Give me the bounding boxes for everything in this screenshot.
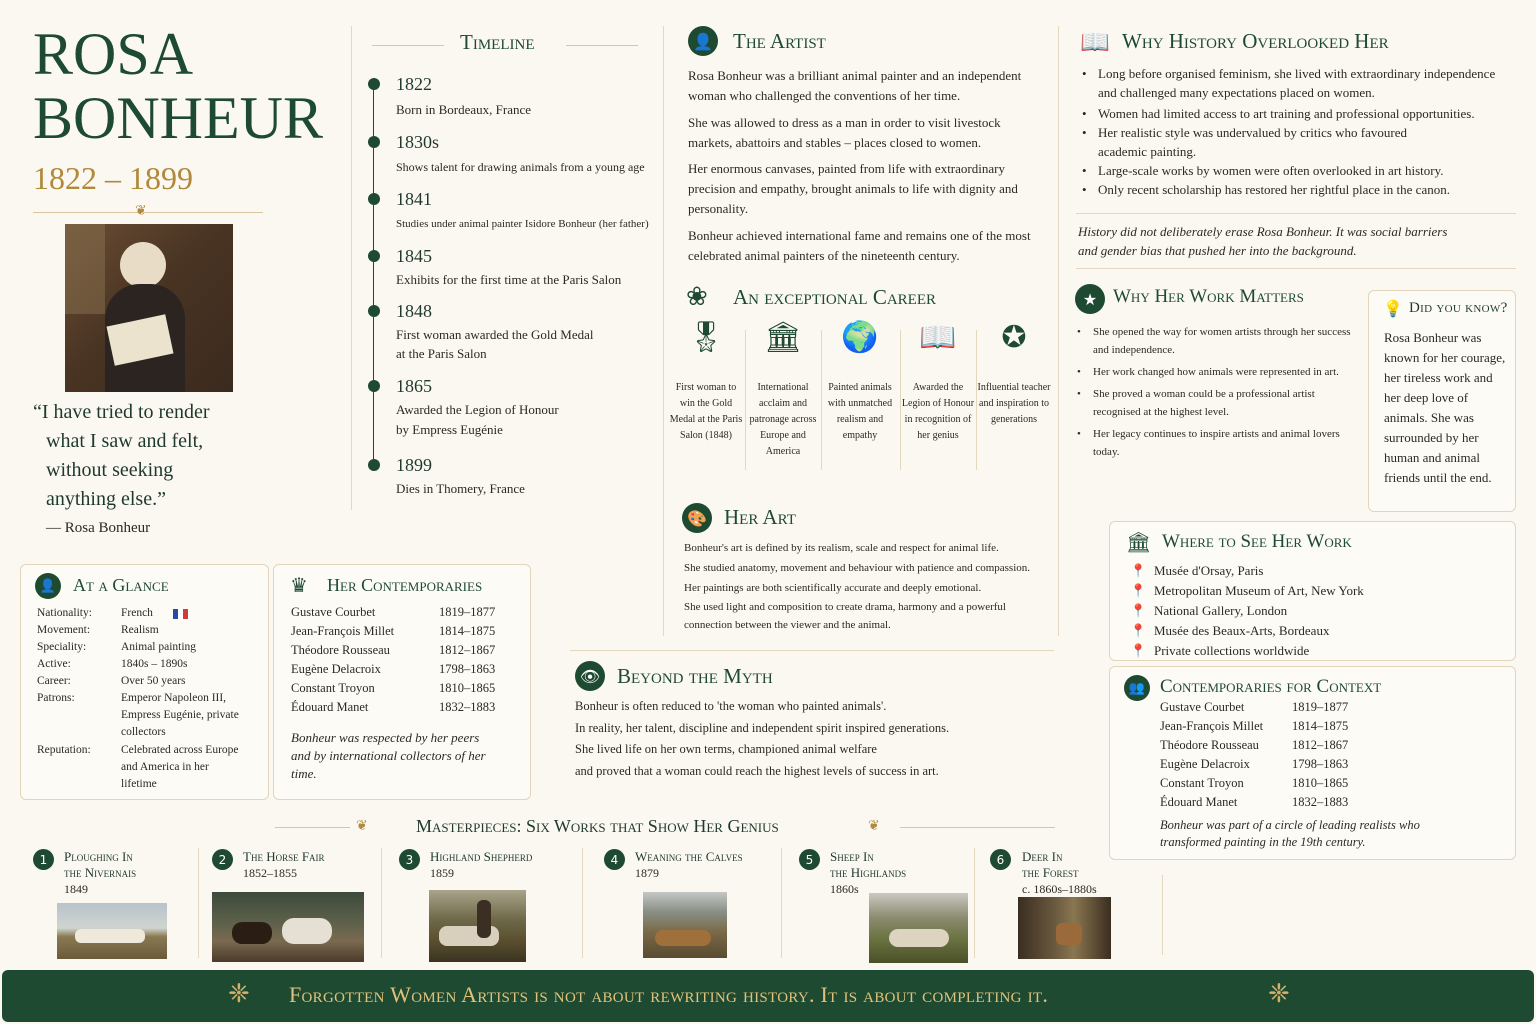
timeline-year: 1865 [396, 376, 432, 396]
timeline-desc: First woman awarded the Gold Medal [396, 327, 594, 342]
masterpiece-date: 1859 [430, 866, 454, 880]
contemporaries-box [273, 564, 531, 800]
portrait-painting [65, 224, 233, 392]
palette-icon: 🎨 [682, 503, 712, 533]
masterpiece-title: the Highlands [830, 865, 907, 880]
timeline-desc: Exhibits for the first time at the Paris Salon [396, 272, 622, 287]
table-row: Constant Troyon 1810–1865 [1160, 776, 1349, 790]
context-box [1109, 666, 1516, 860]
table-row: Édouard Manet 1832–1883 [1160, 795, 1349, 809]
contemporaries-title: Her Contemporaries [327, 575, 483, 595]
her-art-line: Bonheur's art is defined by its realism, scale and respect for animal life. [684, 542, 999, 554]
artist-name-line2: BONHEUR [33, 85, 324, 151]
star-icon: ✪ [1001, 320, 1027, 355]
timeline-dot [368, 193, 380, 205]
artist-para: Bonheur achieved international fame and remains one of the most celebrated animal painters of the nineteenth century. [688, 228, 1031, 263]
location-pin-icon: 📍 [1130, 584, 1147, 599]
masterpiece-number: 4 [604, 849, 625, 870]
where-title: Where to See Her Work [1162, 531, 1352, 552]
context-title: Contemporaries for Context [1160, 676, 1382, 697]
divider [372, 45, 444, 46]
timeline-desc: Shows talent for drawing animals from a young age [396, 160, 645, 174]
table-row: Eugène Delacroix 1798–1863 [1160, 757, 1349, 771]
table-row: Nationality: French [37, 605, 262, 622]
quote-author: — Rosa Bonheur [46, 520, 151, 536]
crown-icon: ♛ [290, 573, 308, 597]
ornament-icon: ❈ [228, 979, 250, 1009]
did-you-know-box [1368, 290, 1516, 512]
quote [33, 398, 210, 514]
timeline-dot [368, 136, 380, 148]
divider [33, 212, 263, 213]
timeline-desc: Dies in Thomery, France [396, 481, 525, 496]
table-row: Gustave Courbet 1819–1877 [291, 605, 496, 619]
list-item: • Long before organised feminism, she lived with extraordinary independence and challenged many expectations placed on women. [1076, 64, 1516, 102]
masterpiece-number: 2 [212, 849, 233, 870]
career-text: International acclaim and patronage across Europe and America [749, 382, 817, 457]
list-item: • She proved a woman could be a professional artist recognised at the highest level. [1073, 385, 1363, 421]
career-item [668, 320, 744, 444]
divider [1076, 213, 1516, 214]
artist-para: She was allowed to dress as a man in order to visit livestock markets, abattoirs and stables – places closed to women. [688, 115, 1001, 150]
context-note: Bonheur was part of a circle of leading realists who transformed painting in the 19th century. [1160, 818, 1420, 849]
list-item: • Her realistic style was undervalued by critics who favoured academic painting. [1076, 123, 1516, 161]
career-item [822, 320, 898, 444]
career-text: Influential teacher and inspiration to generations [977, 382, 1051, 425]
contemporaries-table [291, 603, 495, 717]
divider [974, 848, 975, 958]
myth-line: and proved that a woman could reach the highest levels of success in art. [575, 763, 939, 778]
timeline-desc: at the Paris Salon [396, 346, 487, 361]
divider [198, 848, 199, 958]
book-icon: 📖 [919, 320, 957, 355]
book-icon: 📖 [1080, 28, 1110, 56]
lightbulb-icon: 💡 [1383, 299, 1403, 318]
group-icon: 👥 [1124, 675, 1150, 701]
timeline-year: 1830s [396, 132, 440, 152]
person-icon: 👤 [688, 26, 718, 56]
career-item [900, 320, 976, 444]
divider [351, 26, 352, 510]
myth-line: She lived life on her own terms, championed animal welfare [575, 742, 877, 756]
her-art-text [684, 538, 1044, 634]
divider [570, 650, 1054, 651]
timeline-desc: Born in Bordeaux, France [396, 102, 532, 117]
timeline-desc: by Empress Eugénie [396, 422, 503, 437]
list-item: 📍 National Gallery, London [1130, 603, 1288, 619]
timeline-year: 1845 [396, 246, 432, 266]
masterpiece-date: 1849 [64, 882, 88, 896]
masterpiece-number: 6 [990, 849, 1011, 870]
timeline-year: 1822 [396, 74, 432, 94]
timeline-dot [368, 305, 380, 317]
quote-line: anything else.” [46, 488, 166, 510]
masterpiece-image [869, 893, 968, 963]
divider [381, 848, 382, 958]
artist-para: Her enormous canvases, painted from life with extraordinary precision and empathy, brought animals to life with dignity and personality. [688, 161, 1018, 216]
career-text: First woman to win the Gold Medal at the Paris Salon (1848) [669, 382, 743, 441]
her-art-line: Her paintings are both scientifically accurate and deeply emotional. [684, 582, 982, 594]
list-item: • She opened the way for women artists through her success and independence. [1073, 323, 1363, 359]
divider [582, 848, 583, 958]
list-item: 📍 Private collections worldwide [1130, 643, 1310, 659]
masterpiece-image [643, 892, 727, 958]
table-row: Jean-François Millet 1814–1875 [291, 624, 496, 638]
masterpiece-image [57, 903, 167, 959]
myth-line: In reality, her talent, discipline and independent spirit inspired generations. [575, 720, 950, 735]
timeline-title: Timeline [460, 30, 535, 54]
divider [275, 827, 350, 828]
her-art-line: She studied anatomy, movement and behaviour with patience and compassion. [684, 562, 1031, 574]
artist-name-line1: ROSA [33, 21, 194, 87]
overlooked-note: History did not deliberately erase Rosa Bonheur. It was social barriers and gender bias that pushed her into the background. [1078, 224, 1448, 258]
table-row: Reputation: Celebrated across Europe and America in her lifetime [37, 744, 239, 790]
masterpiece-title: The Horse Fair [243, 849, 325, 864]
ornament-icon: ❈ [1268, 979, 1290, 1009]
artist-para: Rosa Bonheur was a brilliant animal painter and an independent woman who challenged the conventions of her time. [688, 68, 1022, 103]
career-text: Awarded the Legion of Honour in recognition of her genius [901, 382, 975, 441]
person-icon: 👤 [35, 573, 61, 599]
table-row: Théodore Rousseau 1812–1867 [291, 643, 496, 657]
list-item: 📍 Musée des Beaux-Arts, Bordeaux [1130, 623, 1330, 639]
france-flag-icon [173, 609, 188, 619]
list-item: • Her work changed how animals were represented in art. [1073, 363, 1363, 381]
masterpiece-number: 5 [799, 849, 820, 870]
table-row: Patrons: Emperor Napoleon III, Empress Eugénie, private collectors [37, 692, 239, 738]
her-art-title: Her Art [724, 505, 796, 529]
masterpiece-title: the Forest [1022, 865, 1079, 880]
timeline-desc: Studies under animal painter Isidore Bonheur (her father) [396, 218, 649, 230]
divider [1058, 26, 1059, 636]
table-row: Career: Over 50 years [37, 675, 186, 687]
ornament-icon: ❦ [868, 818, 880, 834]
masterpieces-title: Masterpieces: Six Works that Show Her Genius [416, 816, 779, 836]
glance-title: At a Glance [73, 575, 169, 595]
star-icon: ★ [1075, 284, 1105, 314]
did-you-know-text: Rosa Bonheur was known for her courage, her tireless work and her deep love of animals. She was surrounded by her human and animal friends until the end. [1384, 330, 1506, 485]
list-item: • Only recent scholarship has restored her rightful place in the canon. [1076, 180, 1516, 199]
location-pin-icon: 📍 [1130, 564, 1147, 579]
quote-line: without seeking [46, 459, 174, 481]
did-you-know-title: Did you know? [1409, 300, 1508, 316]
timeline-desc: Awarded the Legion of Honour [396, 402, 559, 417]
masterpiece-image [1018, 897, 1111, 959]
list-item: 📍 Musée d'Orsay, Paris [1130, 563, 1264, 579]
divider [1162, 875, 1163, 955]
masterpiece-date: 1879 [635, 866, 659, 880]
overlooked-title: Why History Overlooked Her [1122, 29, 1389, 53]
timeline-dot [368, 459, 380, 471]
divider [900, 827, 1055, 828]
table-row: Constant Troyon 1810–1865 [291, 681, 496, 695]
masterpiece-date: 1852–1855 [243, 866, 297, 880]
glance-table [37, 605, 262, 793]
table-row: Théodore Rousseau 1812–1867 [1160, 738, 1349, 752]
masterpiece-date: c. 1860s–1880s [1022, 882, 1097, 896]
location-pin-icon: 📍 [1130, 624, 1147, 639]
masterpiece-title: Weaning the Calves [635, 849, 743, 864]
myth-line: Bonheur is often reduced to 'the woman who painted animals'. [575, 699, 887, 713]
where-list [1130, 561, 1364, 661]
masterpiece-image [212, 892, 364, 962]
where-box [1109, 521, 1516, 661]
divider [1076, 268, 1516, 269]
artist-dates: 1822 – 1899 [33, 160, 193, 196]
timeline-year: 1841 [396, 189, 432, 209]
divider [566, 45, 638, 46]
myth-text [575, 696, 949, 782]
career-item [976, 320, 1052, 428]
masterpiece-title: Sheep In [830, 849, 874, 864]
list-item: • Large-scale works by women were often overlooked in art history. [1076, 161, 1516, 180]
table-row: Speciality: Animal painting [37, 641, 197, 653]
masterpiece-title: Highland Shepherd [430, 849, 533, 864]
artist-title: The Artist [733, 29, 826, 53]
footer-banner [2, 970, 1534, 1022]
table-row: Eugène Delacroix 1798–1863 [291, 662, 496, 676]
masterpiece-number: 1 [33, 849, 54, 870]
career-title: An exceptional Career [733, 285, 936, 309]
globe-icon: 🌍 [841, 320, 879, 355]
divider [663, 26, 664, 636]
timeline-dot [368, 250, 380, 262]
timeline-dot [368, 78, 380, 90]
masterpiece-title: Deer In [1022, 849, 1063, 864]
footer-text: Forgotten Women Artists is not about rewriting history. It is about completing it. [289, 982, 1049, 1007]
career-text: Painted animals with unmatched realism and empathy [827, 382, 893, 441]
masterpiece-title: Ploughing In [64, 849, 133, 864]
table-row: Gustave Courbet 1819–1877 [1160, 700, 1349, 714]
table-row: Active: 1840s – 1890s [37, 658, 188, 670]
list-item: • Women had limited access to art training and professional opportunities. [1076, 104, 1516, 123]
contemporaries-note: Bonheur was respected by her peers and by international collectors of her time. [291, 730, 486, 781]
ornament-icon: ❦ [135, 203, 147, 219]
timeline-year: 1899 [396, 455, 432, 475]
list-item: 📍 Metropolitan Museum of Art, New York [1130, 583, 1364, 599]
list-item: • Her legacy continues to inspire artists and animal lovers today. [1073, 425, 1363, 461]
myth-title: Beyond the Myth [617, 664, 773, 688]
museum-icon: 🏛 [763, 320, 803, 355]
eye-icon: 👁 [575, 661, 605, 691]
ornament-icon: ❦ [356, 818, 368, 834]
overlooked-list [1076, 64, 1516, 199]
location-pin-icon: 📍 [1130, 644, 1147, 659]
glance-box [20, 564, 269, 800]
museum-icon: 🏛 [1126, 530, 1152, 554]
table-row: Movement: Realism [37, 624, 159, 636]
career-item [745, 320, 821, 460]
matters-title: Why Her Work Matters [1113, 286, 1304, 307]
location-pin-icon: 📍 [1130, 604, 1147, 619]
timeline-dot [368, 380, 380, 392]
masterpiece-title: the Nivernais [64, 865, 137, 880]
table-row: Édouard Manet 1832–1883 [291, 700, 496, 714]
medal-icon: 🎖 [686, 320, 726, 355]
matters-list [1073, 323, 1363, 465]
quote-line: what I saw and felt, [46, 430, 204, 452]
divider [781, 848, 782, 958]
masterpiece-image [429, 890, 526, 962]
laurel-icon: ❀ [686, 282, 708, 312]
timeline-year: 1848 [396, 301, 432, 321]
context-table [1160, 698, 1348, 812]
quote-line: “I have tried to render [33, 401, 210, 423]
table-row: Jean-François Millet 1814–1875 [1160, 719, 1349, 733]
her-art-line: She used light and composition to create drama, harmony and a powerful connection between the viewer and the animal. [684, 601, 1006, 631]
masterpiece-number: 3 [399, 849, 420, 870]
masterpiece-date: 1860s [830, 882, 859, 896]
